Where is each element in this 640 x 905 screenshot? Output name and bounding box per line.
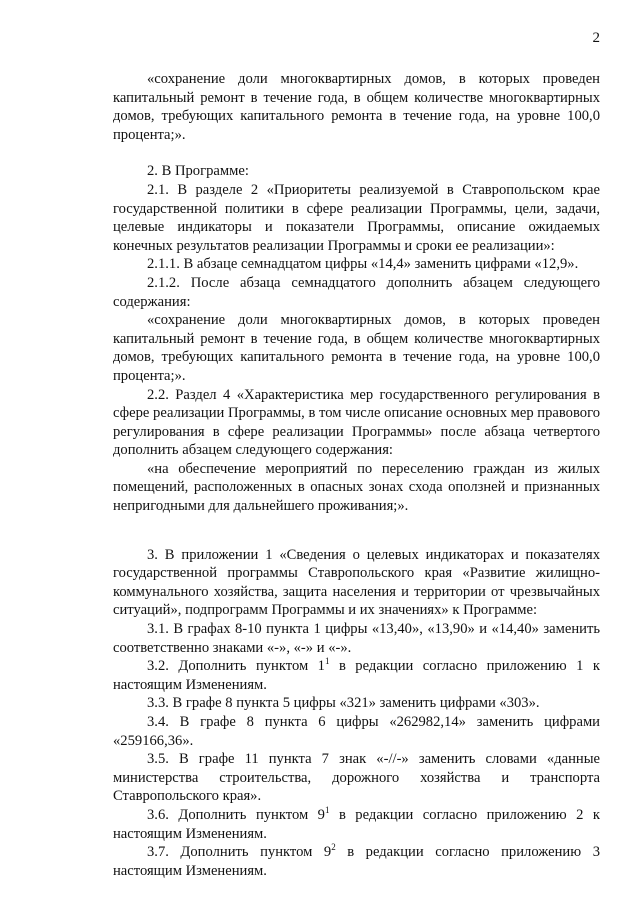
- paragraph-2-1-1: 2.1.1. В абзаце семнадцатом цифры «14,4» заменить цифрами «12,9».: [147, 256, 579, 273]
- paragraph-3-1: 3.1. В графах 8-10 пункта 1 цифры «13,40», «13,90» и «14,40» заменить соответственно знаками «-», «-» и «-».: [113, 621, 600, 656]
- paragraph-2-1-2: 2.1.2. После абзаца семнадцатого дополнить абзацем следующего содержания:: [113, 274, 600, 310]
- superscript: 1: [324, 804, 330, 815]
- paragraph-3-6-before: 3.6. Дополнить пунктом 9: [147, 806, 325, 823]
- paragraph-3-7-before: 3.7. Дополнить пунктом 9: [147, 844, 332, 861]
- paragraph-3-4: 3.4. В графе 8 пункта 6 цифры «262982,14» заменить цифрами «259166,36».: [113, 714, 600, 749]
- page-number: 2: [592, 30, 600, 46]
- superscript: 2: [331, 842, 336, 853]
- paragraph-quote-3: «на обеспечение мероприятий по переселению граждан из жилых помещений, расположенных в опасных зонах схода оползней и признанных непригодными для дальнейшего проживания;».: [113, 460, 600, 515]
- paragraph-3-2: [113, 657, 600, 694]
- paragraph-3-5: 3.5. В графе 11 пункта 7 знак «-//-» заменить словами «данные министерства строительства, дорожного хозяйства и транспорта Ставропольского края».: [113, 751, 600, 805]
- paragraph-2-2: 2.2. Раздел 4 «Характеристика мер государственного регулирования в сфере реализации Программы, в том числе описание основных мер правового регулирования в сфере реализации Программы» после абзаца четвертого дополнить абзацем следующего содержания:: [113, 386, 600, 459]
- paragraph-section-3: 3. В приложении 1 «Сведения о целевых индикаторах и показателях государственной программы Ставропольского края «Развитие жилищно-коммунального хозяйства, защита населения и территории от чрезвычайных ситуаций», подпрограмм Программы и их значениях» к Программе:: [113, 546, 600, 619]
- document-body: [113, 70, 600, 880]
- paragraph-3-6: [113, 806, 600, 843]
- paragraph-3-6-after: в редакции согласно приложению 2 к настоящим Изменениям.: [113, 806, 600, 842]
- paragraph-2-1: 2.1. В разделе 2 «Приоритеты реализуемой в Ставропольском крае государственной политики в сфере реализации Программы, цели, задачи, целевые индикаторы и показатели Программы, описание ожидаемых конечных результатов реализации Программы и сроки ее реализации»:: [113, 181, 600, 254]
- paragraph-3-7: [113, 843, 600, 880]
- paragraph-3-3: 3.3. В графе 8 пункта 5 цифры «321» заменить цифрами «303».: [147, 695, 540, 712]
- paragraph-quote-1: «сохранение доли многоквартирных домов, в которых проведен капитальный ремонт в течение года, в общем количестве многоквартирных домов, требующих капитального ремонта в течение года, на уровне 100,0 процента;».: [113, 71, 600, 143]
- superscript: 1: [324, 656, 330, 667]
- paragraph-3-7-after: в редакции согласно приложению 3 настоящим Изменениям.: [113, 844, 600, 879]
- paragraph-3-2-after: в редакции согласно приложению 1 к настоящим Изменениям.: [113, 658, 600, 693]
- paragraph-3-2-before: 3.2. Дополнить пунктом 1: [147, 658, 325, 675]
- paragraph-quote-2: «сохранение доли многоквартирных домов, в которых проведен капитальный ремонт в течение года, в общем количестве многоквартирных домов, требующих капитального ремонта в течение года, на уровне 100,0 процента;».: [113, 312, 600, 384]
- paragraph-section-2: 2. В Программе:: [147, 163, 249, 180]
